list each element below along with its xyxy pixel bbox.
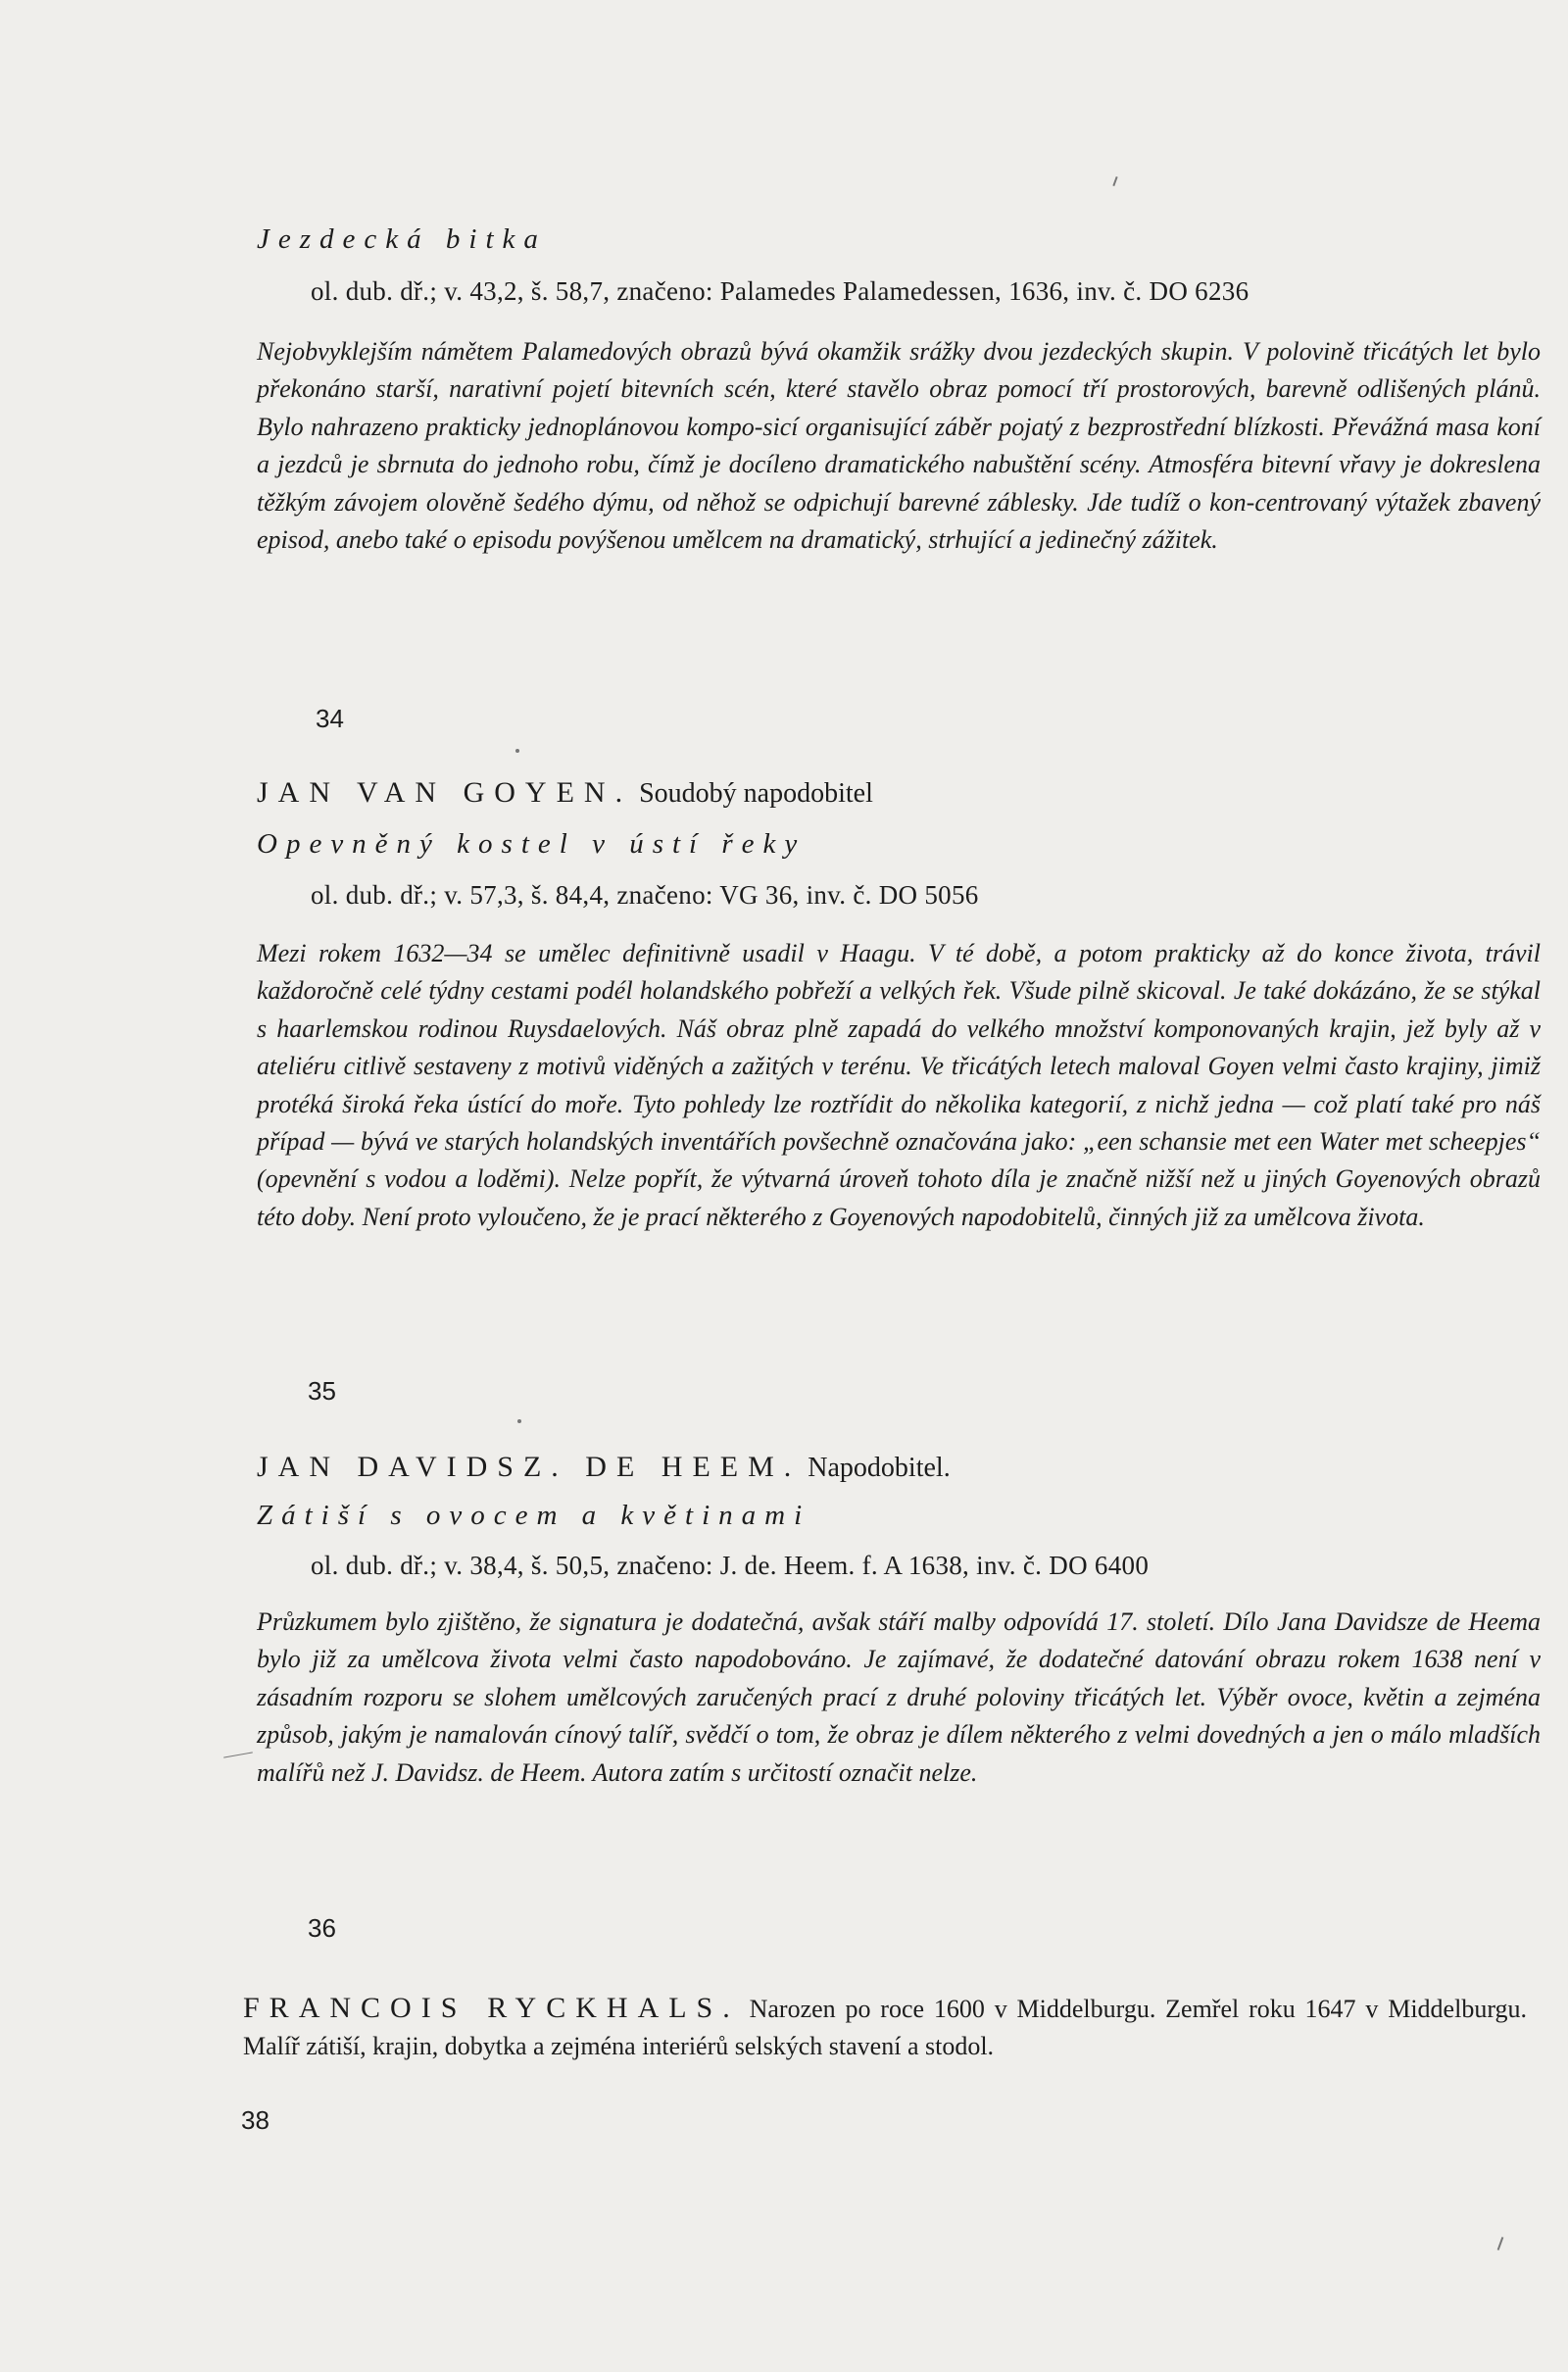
artist-attribution: Soudobý napodobitel <box>639 778 873 809</box>
catalog-number: 36 <box>308 1913 336 1943</box>
print-mark <box>1112 176 1117 186</box>
print-mark <box>517 1419 521 1423</box>
painting-description: Nejobvyklejším námětem Palamedových obrazů bývá okamžik srážky dvou jezdeckých skupin. V polovině třicátých let bylo překonáno starší, narativní pojetí bitevních scén, které stavělo obraz pomocí tří prostorových, barevně odlišených plánů. Bylo nahrazeno prakticky jednoplánovou kompo-sicí organisující záběr pojatý z bezprostřední blízkosti. Převážná masa koní a jezdců je sbrnuta do jednoho robu, čímž je docíleno dramatického nabuštění scény. Atmosféra bitevní vřavy je dokreslena těžkým závojem olověně šedého dýmu, od něhož se odpichují barevné záblesky. Jde tudíž o kon-centrovaný výtažek zbavený episod, anebo také o episodu povýšenou umělcem na dramatický, strhující a jedinečný zážitek. <box>257 337 1541 555</box>
painting-title: Jezdecká bitka <box>257 223 547 255</box>
painting-title: Opevněný kostel v ústí řeky <box>257 828 807 860</box>
artist-heading <box>257 776 873 810</box>
artist-attribution: Napodobitel. <box>808 1453 951 1483</box>
page-number: 38 <box>241 2105 270 2135</box>
artist-biography <box>243 1990 1527 2065</box>
catalog-number: 35 <box>308 1376 336 1406</box>
artist-name: FRANCOIS RYCKHALS. <box>243 1992 740 2024</box>
artist-heading <box>257 1451 951 1484</box>
painting-title: Zátiší s ovocem a květinami <box>257 1500 811 1531</box>
painting-meta: ol. dub. dř.; v. 57,3, š. 84,4, značeno: VG 36, inv. č. DO 5056 <box>311 880 979 910</box>
painting-meta: ol. dub. dř.; v. 38,4, š. 50,5, značeno: J. de. Heem. f. A 1638, inv. č. DO 6400 <box>311 1551 1150 1580</box>
painting-description: Průzkumem bylo zjištěno, že signatura je dodatečná, avšak stáří malby odpovídá 17. století. Dílo Jana Davidsze de Heema bylo již za umělcova života velmi často napodobováno. Je zajímavé, že dodatečné datování obrazu rokem 1638 není v zásadním rozporu se slohem umělcových zaručených prací z druhé poloviny třicátých let. Výběr ovoce, květin a zejména způsob, jakým je namalován cínový talíř, svědčí o tom, že obraz je dílem některého z velmi dovedných a jen o málo mladších malířů než J. Davidsz. de Heem. Autora zatím s určitostí označit nelze. <box>257 1607 1541 1787</box>
artist-bio-text: Narozen po roce 1600 v Middelburgu. Zemřel roku 1647 v Middelburgu. Malíř zátiší, krajin, dobytka a zejména interiérů selských stavení a stodol. <box>243 1995 1528 2060</box>
print-mark <box>1497 2237 1504 2250</box>
painting-description: Mezi rokem 1632—34 se umělec definitivně usadil v Haagu. V té době, a potom prakticky až do konce života, trávil každoročně celé týdny cestami podél holandského pobřeží a velkých řek. Všude pilně skicoval. Je také dokázáno, že se stýkal s haarlemskou rodinou Ruysdaelových. Náš obraz plně zapadá do velkého množství komponovaných krajin, jež byly až v ateliéru citlivě sestaveny z motivů viděných a zažitých v terénu. Ve třicátých letech maloval Goyen velmi často krajiny, jimiž protéká široká řeka ústící do moře. Tyto pohledy lze roztřídit do několika kategorií, z nichž jedna — což platí také pro náš případ — bývá ve starých holandských inventářích povšechně označována jako: „een schansie met een Water met scheepjes“ (opevnění s vodou a loděmi). Nelze popřít, že výtvarná úroveň tohoto díla je značně nižší než u jiných Goyenových obrazů této doby. Není proto vyloučeno, že je prací některého z Goyenových napodobitelů, činných již za umělcova života. <box>257 939 1541 1231</box>
artist-name: JAN DAVIDSZ. DE HEEM. <box>257 1451 802 1483</box>
painting-meta: ol. dub. dř.; v. 43,2, š. 58,7, značeno: Palamedes Palamedessen, 1636, inv. č. DO 6236 <box>311 276 1250 306</box>
artist-name: JAN VAN GOYEN. <box>257 776 633 809</box>
catalog-number: 34 <box>316 704 344 733</box>
print-mark <box>515 749 519 753</box>
print-mark <box>223 1752 253 1757</box>
